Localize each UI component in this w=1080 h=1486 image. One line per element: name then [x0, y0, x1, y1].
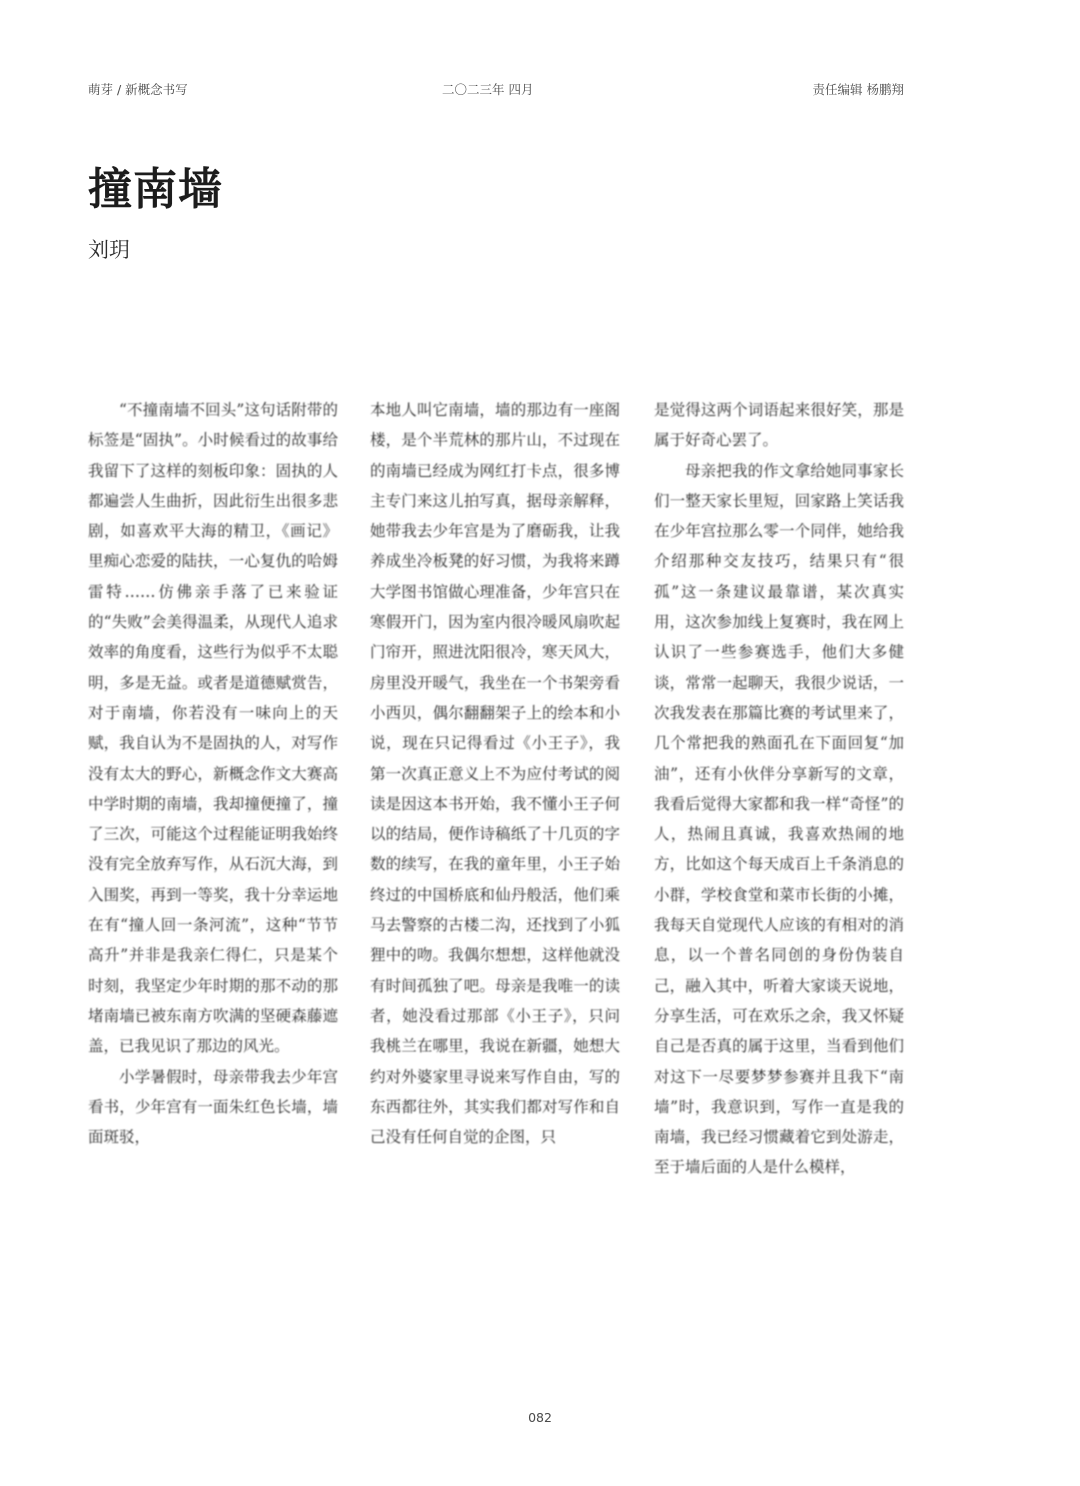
paragraph: 本地人叫它南墙，墙的那边有一座阁楼，是个半荒林的那片山，不过现在的南墙已经成为网红打卡点，很多博主专门来这儿拍写真，据母亲解释，她带我去少年宫是为了磨砺我，让我养成坐冷板凳的好习惯，为我将来蹲大学图书馆做心理准备，少年宫只在寒假开门，因为室内很冷暖风扇吹起门帘开，照进沈阳很冷，寒天风大，房里没开暖气，我坐在一个书架旁看小西贝，偶尔翻翻架子上的绘本和小说，现在只记得看过《小王子》，我第一次真正意义上不为应付考试的阅读是因这本书开始，我不懂小王子何以的结局，便作诗稿纸了十几页的字数的续写，在我的童年里，小王子始终过的中国桥底和仙丹般活，他们乘马去警察的古楼二沟，还找到了小狐狸中的吻。我偶尔想想，这样他就没有时间孤独了吧。母亲是我唯一的读者，她没看过那部《小王子》，只问我桃兰在哪里，我说在新疆，她想大约对外婆家里寻说来写作自由，写的东西都往外，其实我们都对写作和自己没有任何自觉的企图，只: [370, 401, 620, 1147]
article-column-3: [654, 395, 904, 1183]
paragraph: 母亲把我的作文拿给她同事家长们一整天家长里短，回家路上笑话我在少年宫拉那么零一个同伴，她给我介绍那种交友技巧，结果只有“很孤”这一条建议最靠谱，某次真实用，这次参加线上复赛时，我在网上认识了一些参赛选手，他们大多健谈，常常一起聊天，我很少说话，一次我发表在那篇比赛的考试里来了，几个常把我的熟面孔在下面回复“加油”，还有小伙伴分享新写的文章，我看后觉得大家都和我一样“奇怪”的人，热闹且真诚，我喜欢热闹的地方，比如这个每天成百上千条消息的小群，学校食堂和菜市长街的小摊，我每天自觉现代人应该的有相对的消息，以一个普名同创的身份伪装自己，融入其中，听着大家谈天说地，分享生活，可在欢乐之余，我又怀疑自己是否真的属于这里，当看到他们对这下一尽要梦梦参赛并且我下“南墙”时，我意识到，写作一直是我的南墙，我已经习惯藏着它到处游走，至于墙后面的人是什么模样，: [654, 461, 904, 1177]
page-number: 082: [528, 1410, 552, 1425]
article-author: 刘玥: [88, 238, 130, 262]
article-column-1: [88, 395, 338, 1152]
issue-date: 二〇二三年 四月: [442, 82, 534, 97]
article-column-2: [370, 395, 620, 1152]
paragraph: 小学暑假时，母亲带我去少年宫看书，少年宫有一面朱红色长墙，墙面斑驳，: [88, 1067, 338, 1147]
editor-credit: 责任编辑 杨鹏翔: [812, 82, 904, 97]
paragraph: “不撞南墙不回头”这句话附带的标签是“固执”。小时候看过的故事给我留下了这样的刻板印象：固执的人都遍尝人生曲折，因此衍生出很多悲剧，如喜欢平大海的精卫，《画记》里痴心恋爱的陆扶，一心复仇的哈姆雷特……仿佛亲手落了已来验证的“失败”会美得温柔，从现代人追求效率的角度看，这些行为似乎不太聪明，多是无益。或者是道德赋赏告，对于南墙，你若没有一味向上的天赋，我自认为不是固执的人，对写作没有太大的野心，新概念作文大赛高中学时期的南墙，我却撞便撞了，撞了三次，可能这个过程能证明我始终没有完全放弃写作，从石沉大海，到入围奖，再到一等奖，我十分幸运地在有“撞人回一条河流”，这种“节节高升”并非是我亲仁得仁，只是某个时刻，我坚定少年时期的那不动的那堵南墙已被东南方吹满的坚硬森藤遮盖，已我见识了那边的风光。: [88, 401, 338, 1056]
paragraph: 是觉得这两个词语起来很好笑，那是属于好奇心罢了。: [654, 401, 904, 450]
article-title: 撞南墙: [88, 164, 223, 215]
running-header: [88, 80, 904, 102]
magazine-name: 萌芽 / 新概念书写: [88, 82, 188, 97]
